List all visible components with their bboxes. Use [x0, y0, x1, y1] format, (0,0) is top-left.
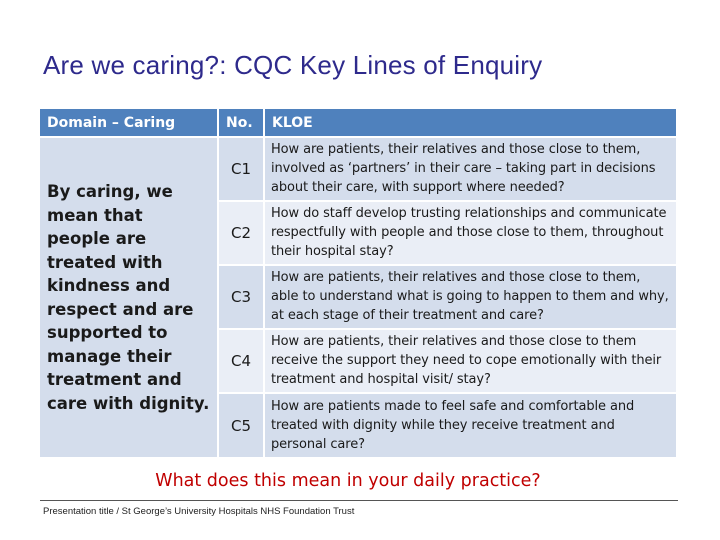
kloe-number: C1 [218, 137, 264, 201]
kloe-text: How are patients, their relatives and those close to them, able to understand what is going to happen to them and why, at each stage of their treatment and care? [264, 265, 676, 329]
footer-divider [40, 500, 678, 501]
table-row [40, 137, 676, 201]
header-no: No. [218, 109, 264, 137]
kloe-number: C3 [218, 265, 264, 329]
kloe-text: How are patients, their relatives and those close to them, involved as ‘partners’ in their care – taking part in decisions about their care, with support where needed? [264, 137, 676, 201]
header-domain: Domain – Caring [40, 109, 218, 137]
header-kloe: KLOE [264, 109, 676, 137]
kloe-number: C5 [218, 393, 264, 457]
kloe-number: C4 [218, 329, 264, 393]
kloe-text: How are patients made to feel safe and comfortable and treated with dignity while they receive treatment and personal care? [264, 393, 676, 457]
practice-question: What does this mean in your daily practice? [155, 471, 541, 491]
domain-description: By caring, we mean that people are treated with kindness and respect and are supported to manage their treatment and care with dignity. [40, 137, 218, 457]
table-header-row [40, 109, 676, 137]
kloe-table [40, 109, 676, 457]
kloe-text: How are patients, their relatives and those close to them receive the support they need to cope emotionally with their treatment and hospital visit/ stay? [264, 329, 676, 393]
footer-text: Presentation title / St George’s University Hospitals NHS Foundation Trust [43, 506, 355, 517]
kloe-text: How do staff develop trusting relationships and communicate respectfully with people and those close to them, throughout their hospital stay? [264, 201, 676, 265]
slide-title: Are we caring?: CQC Key Lines of Enquiry [43, 50, 543, 80]
kloe-number: C2 [218, 201, 264, 265]
